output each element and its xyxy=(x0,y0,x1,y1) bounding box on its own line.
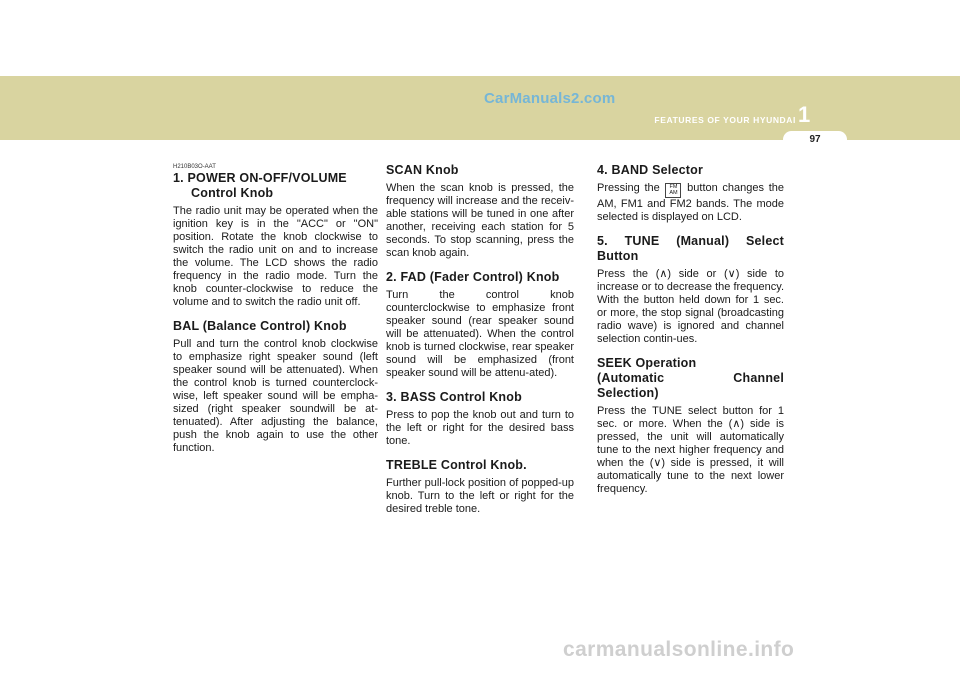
heading-band-selector: 4. BAND Selector xyxy=(597,163,704,177)
heading-balance: BAL (Balance Control) Knob xyxy=(173,319,347,333)
heading-power-volume: 1. POWER ON-OFF/VOLUME xyxy=(173,171,347,185)
document-code: H210B03O-AAT xyxy=(173,164,216,170)
page-number: 97 xyxy=(783,131,847,148)
heading-treble: TREBLE Control Knob. xyxy=(386,458,527,472)
paragraph-band-selector xyxy=(597,182,784,224)
column-2 xyxy=(386,163,574,516)
band-text-post: button changes the AM, FM1 and FM2 bands. The mode selected is displayed on LCD. xyxy=(597,182,784,223)
paragraph-scan: When the scan knob is pressed, the frequency will increase and the receiv-able stations will be tuned in one after another, receiving each station for 5 seconds. To stop scanning, press the scan knob again. xyxy=(386,182,574,259)
paragraph-fader: Turn the control knob counterclockwise to emphasize front speaker sound (rear speaker sound will be attenuated). When the control knob is turned clockwise, rear speaker sound will be emphasized (front speaker sound will be attenu-ated). xyxy=(386,289,574,379)
am-label: AM xyxy=(669,190,678,196)
footer-watermark[interactable]: carmanualsonline.info xyxy=(563,638,795,661)
heading-tune: 5. TUNE (Manual) Select Button xyxy=(597,234,784,263)
paragraph-bass: Press to pop the knob out and turn to the left or right for the desired bass tone. xyxy=(386,409,574,447)
section-title: FEATURES OF YOUR HYUNDAI xyxy=(654,115,796,125)
paragraph-tune: Press the (∧) side or (∨) side to increase or to decrease the frequency. With the button held down for 1 sec. or more, the stop signal (broadcasting radio wave) is ignored and channel selection contin-ues. xyxy=(597,268,784,345)
paragraph-balance: Pull and turn the control knob clockwise to emphasize right speaker sound (left speaker sound will be attenuated). When the control knob is turned counterclock-wise, left speaker sound will be empha-sized (right speaker soundwill be at-tenuated). After adjusting the balance, push the knob again to use the other function. xyxy=(173,338,378,454)
heading-scan: SCAN Knob xyxy=(386,163,459,177)
column-3 xyxy=(597,163,784,496)
heading-bass: 3. BASS Control Knob xyxy=(386,390,522,404)
heading-seek-line2: (Automatic Channel Selection) xyxy=(597,371,784,400)
site-logo[interactable]: CarManuals2.com xyxy=(484,90,616,107)
fm-label: FM xyxy=(669,184,678,190)
fm-am-button-icon xyxy=(665,183,681,198)
paragraph-treble: Further pull-lock position of popped-up knob. Turn to the left or right for the desired treble tone. xyxy=(386,477,574,515)
paragraph-seek: Press the TUNE select button for 1 sec. or more. When the (∧) side is pressed, the unit will automatically tune to the next higher frequency and when the (∨) side is pressed, it will automatically tune to the next lower frequency. xyxy=(597,405,784,495)
heading-power-volume-line2: Control Knob xyxy=(191,186,274,200)
heading-fader: 2. FAD (Fader Control) Knob xyxy=(386,270,560,284)
band-text-pre: Pressing the xyxy=(597,182,660,194)
column-1 xyxy=(173,163,378,455)
heading-seek: SEEK Operation xyxy=(597,356,697,370)
paragraph-power-volume: The radio unit may be operated when the ignition key is in the "ACC" or "ON" position. Rotate the knob clockwise to switch the radio unit on and to increase the volume. The LCD shows the radio frequency in the radio mode. Turn the knob counter-clockwise to reduce the volume and to switch the radio unit off. xyxy=(173,205,378,308)
section-number: 1 xyxy=(798,102,811,127)
